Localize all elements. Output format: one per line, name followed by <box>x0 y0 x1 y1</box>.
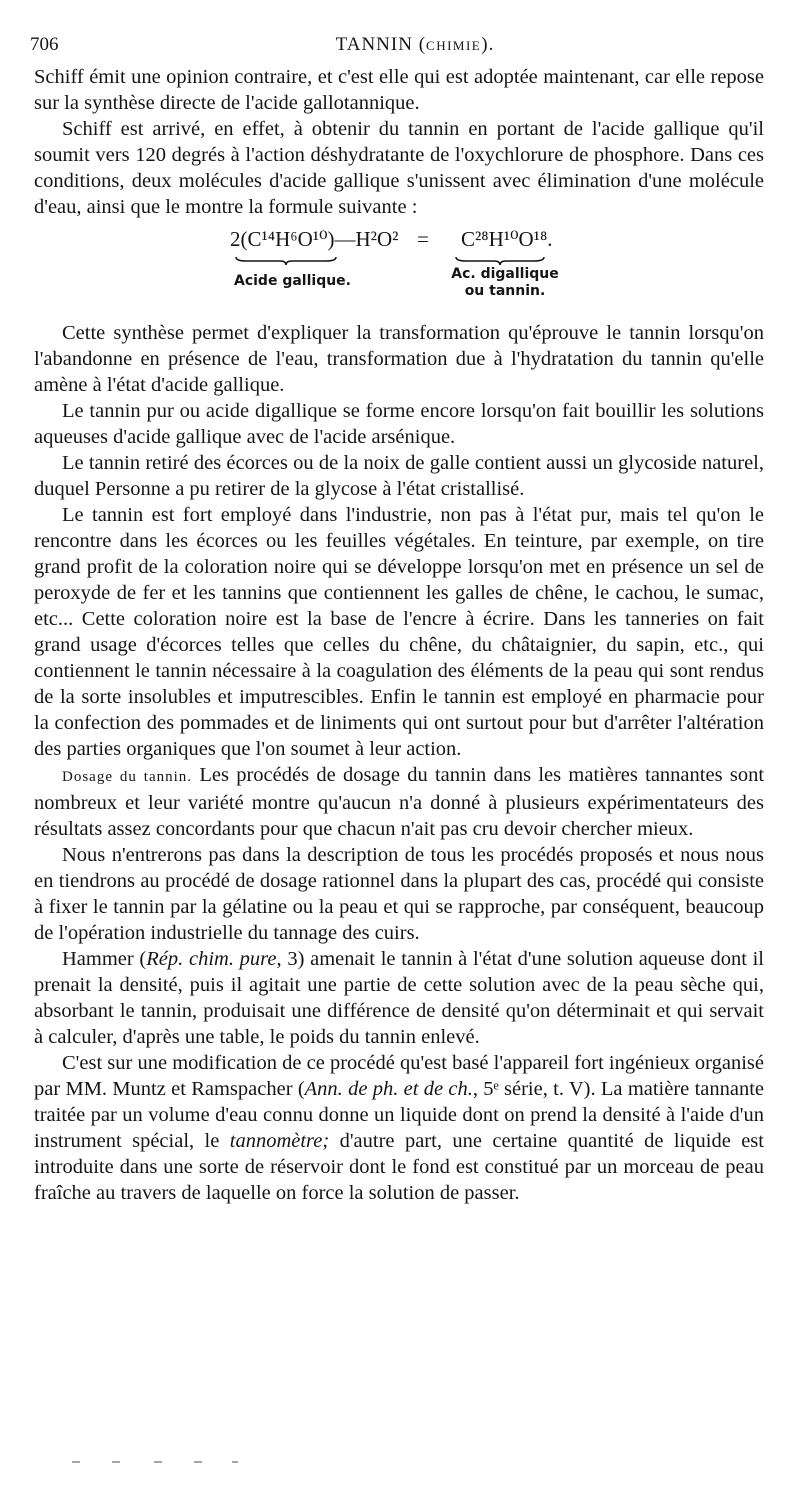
footer-dashes <box>72 1460 252 1464</box>
page-number: 706 <box>30 34 59 55</box>
running-title-end: ). <box>481 34 495 55</box>
reference-rep-chim: Rép. chim. pure <box>146 948 277 970</box>
label-digallic-line-2: ou tannin. <box>464 283 546 299</box>
term-tannometre: tannomètre; <box>229 1130 330 1152</box>
paragraph-10-end: d'autre part, une certaine quantité de liquide est introduite dans une sorte de réservoir dont le fond est constitué par un morceau de peau fraîche au travers de laquelle on force la solution de passer. <box>34 1130 764 1204</box>
paragraph-8: Nous n'entrerons pas dans la description de tous les procédés proposés et nous nous en tiendrons au procédé de dosage rationnel dans la plupart des cas, procédé qui consiste à fixer le tannin par la gélatine ou la peau et qui se rapproche, par conséquent, beaucoup de l'opération industrielle du tannage des cuirs. <box>34 844 764 944</box>
brace-left <box>234 256 338 266</box>
paragraph-4: Le tannin pur ou acide digallique se forme encore lorsqu'on fait bouillir les solutions aqueuses d'acide gallique avec de l'acide arsénique. <box>34 400 764 448</box>
body-text <box>34 64 764 1206</box>
paragraph-1: Schiff émit une opinion contraire, et c'est elle qui est adoptée maintenant, car elle repose sur la synthèse directe de l'acide gallotannique. <box>34 66 764 114</box>
paragraph-9-rest: , 3) amenait le tannin à l'état d'une solution aqueuse dont il prenait la densité, puis il agitait une partie de cette solution avec de la peau sèche qui, absorbant le tannin, produisait une différence de densité qu'on déterminait et qui servait à calculer, d'après une table, le poids du tannin enlevé. <box>34 948 764 1048</box>
running-title <box>30 30 800 61</box>
running-title-main: TANNIN ( <box>335 34 427 55</box>
formula-left: 2(C¹⁴H⁶O¹⁰)—H²O² <box>230 227 399 251</box>
chemical-formula <box>34 220 764 320</box>
formula-right: C²⁸H¹⁰O¹⁸. <box>461 227 553 251</box>
paragraph-2: Schiff est arrivé, en effet, à obtenir du tannin en portant de l'acide gallique qu'il soumit vers 120 degrés à l'action déshydratante de l'oxychlorure de phosphore. Dans ces conditions, deux molécules d'acide gallique s'unissent avec élimination d'une molécule d'eau, ainsi que le montre la formule suivante : <box>34 118 764 218</box>
label-gallic-acid: Acide gallique. <box>234 273 351 289</box>
brace-right <box>454 256 546 266</box>
formula-equals: = <box>417 227 429 251</box>
section-heading-dosage: Dosage du tannin. <box>62 769 193 785</box>
paragraph-9-start: Hammer ( <box>62 948 147 970</box>
paragraph-10 <box>34 1050 764 1206</box>
paragraph-7 <box>34 762 764 842</box>
paragraph-3: Cette synthèse permet d'expliquer la transformation qu'éprouve le tannin lorsqu'on l'abandonne en présence de l'eau, transformation due à l'hydratation du tannin qu'elle amène à l'état d'acide gallique. <box>34 322 764 396</box>
reference-ann-ph-ch: Ann. de ph. et de ch. <box>304 1078 473 1100</box>
paragraph-7-text: Les procédés de dosage du tannin dans les matières tannantes sont nombreux et leur variété montre qu'aucun n'a donné à plusieurs expérimentateurs des résultats assez concordants pour que chacun n'ait pas cru devoir chercher mieux. <box>34 764 765 840</box>
paragraph-10-middle: , 5ᵉ série, t. V). La matière tannante traitée par un volume d'eau connu donne un liquide dont on prend la densité à l'aide d'un instrument spécial, le <box>34 1078 765 1152</box>
paragraph-9 <box>34 946 764 1050</box>
label-digallic-line-1: Ac. digallique <box>451 266 559 282</box>
paragraph-5: Le tannin retiré des écorces ou de la noix de galle contient aussi un glycoside naturel, duquel Personne a pu retirer de la glycose à l'état cristallisé. <box>34 452 764 500</box>
paragraph-10-start: C'est sur une modification de ce procédé qu'est basé l'appareil fort ingénieux organisé par MM. Muntz et Ramspacher ( <box>34 1052 764 1100</box>
running-header <box>30 30 770 60</box>
paragraph-6: Le tannin est fort employé dans l'industrie, non pas à l'état pur, mais tel qu'on le rencontre dans les écorces ou les feuilles végétales. En teinture, par exemple, on tire grand profit de la coloration noire qui se développe lorsqu'on met en présence un sel de peroxyde de fer et les tannins que contiennent les galles de chêne, le cachou, le sumac, etc... Cette coloration noire est la base de l'encre à écrire. Dans les tanneries on fait grand usage d'écorces telles que celles du chêne, du châtaignier, du sapin, etc., qui contiennent le tannin nécessaire à la coagulation des éléments de la peau qui sont rendus de la sorte insolubles et imputrescibles. Enfin le tannin est employé en pharmacie pour la confection des pommades et de liniments qui ont surtout pour but d'arrêter l'altération des parties organiques que l'on soumet à leur action. <box>34 504 764 760</box>
label-digallic-acid <box>440 266 570 300</box>
running-title-subject: CHIMIE <box>426 38 482 53</box>
